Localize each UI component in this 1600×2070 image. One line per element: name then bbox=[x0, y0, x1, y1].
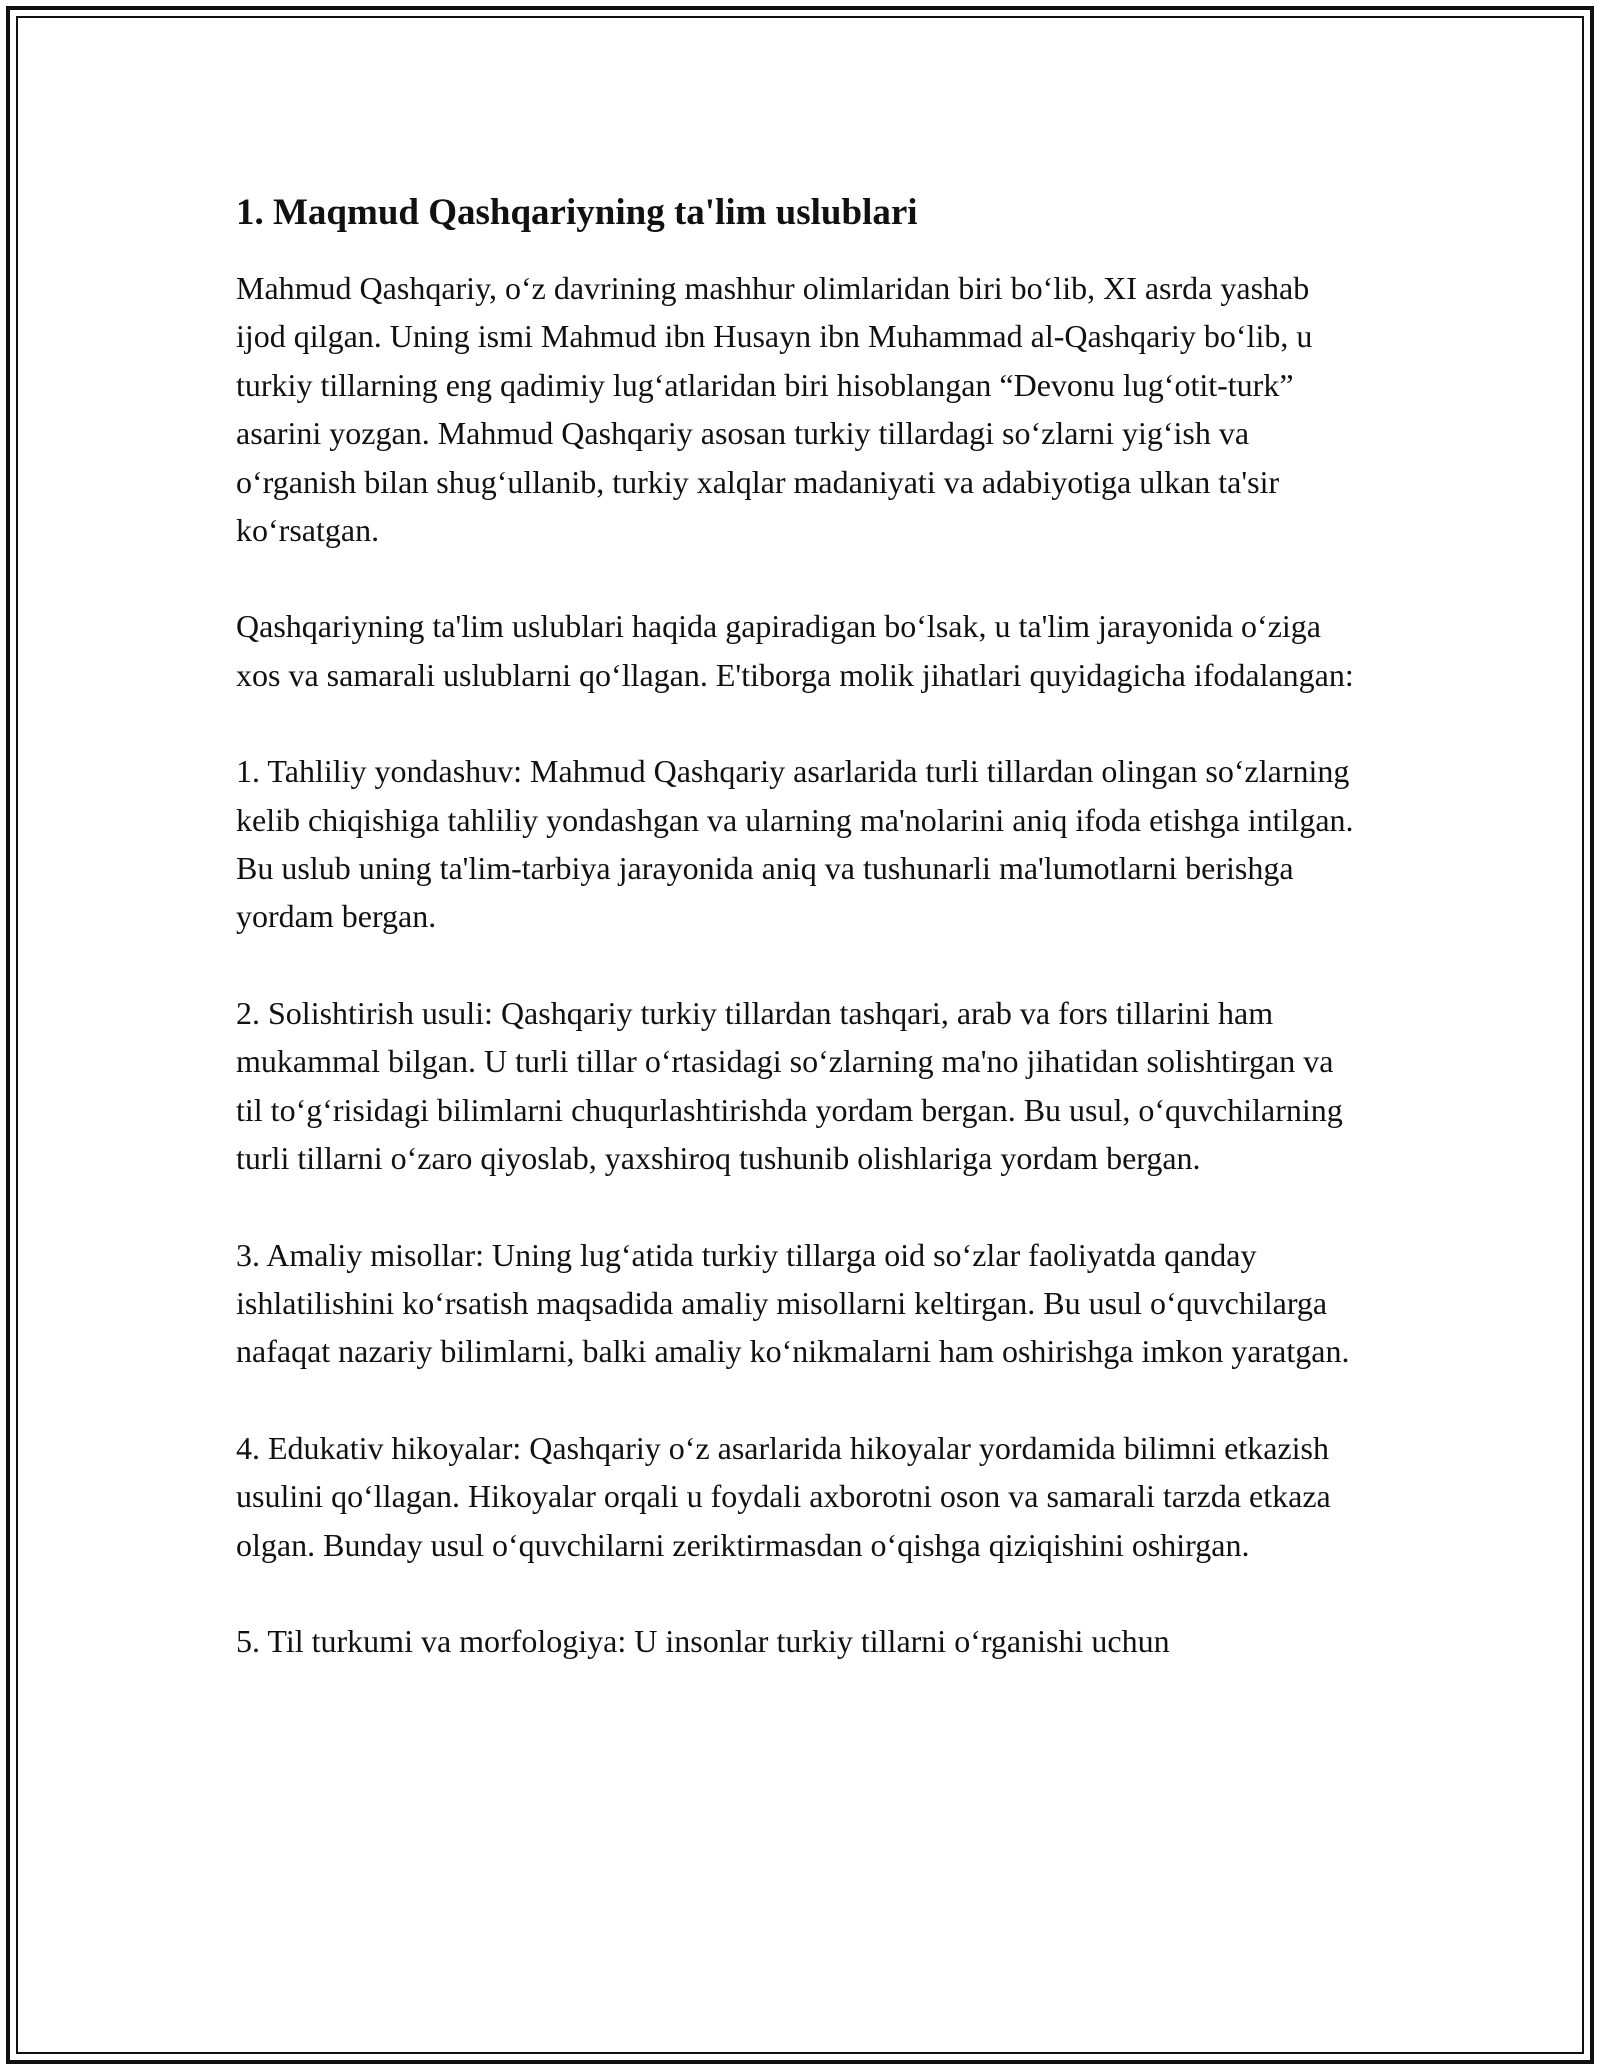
list-item-practical-examples: 3. Amaliy misollar: Uning lug‘atida turkiy tillarga oid so‘zlar faoliyatda qanday ishlatilishini ko‘rsatish maqsadida amaliy misollarni keltirgan. Bu usul o‘quvchilarga nafaqat nazariy bilimlarni, balki amaliy ko‘nikmalarni ham oshirishga imkon yaratgan. bbox=[236, 1236, 1350, 1370]
list-item-morphology: 5. Til turkumi va morfologiya: U insonlar turkiy tillarni o‘rganishi uchun bbox=[236, 1622, 1170, 1659]
document-body bbox=[236, 188, 1366, 1713]
paragraph-methods-overview: Qashqariyning ta'lim uslublari haqida gapiradigan bo‘lsak, u ta'lim jarayonida o‘ziga xos va samarali uslublarni qo‘llagan. E'tiborga molik jihatlari quyidagicha ifodalangan: bbox=[236, 608, 1354, 693]
paragraph-intro: Mahmud Qashqariy, o‘z davrining mashhur olimlaridan biri bo‘lib, XI asrda yashab ijod qilgan. Uning ismi Mahmud ibn Husayn ibn Muhammad al-Qashqariy bo‘lib, u turkiy tillarning eng qadimiy lug‘atlaridan biri hisoblangan “Devonu lug‘otit-turk” asarini yozgan. Mahmud Qashqariy asosan turkiy tillardagi so‘zlarni yig‘ish va o‘rganish bilan shug‘ullanib, turkiy xalqlar madaniyati va adabiyotiga ulkan ta'sir ko‘rsatgan. bbox=[236, 270, 1313, 549]
section-heading: 1. Maqmud Qashqariyning ta'lim uslublari bbox=[236, 192, 918, 233]
list-item-analytical-approach: 1. Tahliliy yondashuv: Mahmud Qashqariy asarlarida turli tillardan olingan so‘zlarning kelib chiqishiga tahliliy yondashgan va ularning ma'nolarini aniq ifoda etishga intilgan. Bu uslub uning ta'lim-tarbiya jarayonida aniq va tushunarli ma'lumotlarni berishga yordam bergan. bbox=[236, 753, 1354, 935]
list-item-educational-stories: 4. Edukativ hikoyalar: Qashqariy o‘z asarlarida hikoyalar yordamida bilimni etkazish usulini qo‘llagan. Hikoyalar orqali u foydali axborotni oson va samarali tarzda etkaza olgan. Bunday usul o‘quvchilarni zeriktirmasdan o‘qishga qiziqishini oshirgan. bbox=[236, 1429, 1331, 1563]
list-item-comparison-method: 2. Solishtirish usuli: Qashqariy turkiy tillardan tashqari, arab va fors tillarini ham mukammal bilgan. U turli tillar o‘rtasidagi so‘zlarning ma'no jihatidan solishtirgan va til to‘g‘risidagi bilimlarni chuqurlashtirishda yordam bergan. Bu usul, o‘quvchilarning turli tillarni o‘zaro qiyoslab, yaxshiroq tushunib olishlariga yordam bergan. bbox=[236, 994, 1343, 1177]
